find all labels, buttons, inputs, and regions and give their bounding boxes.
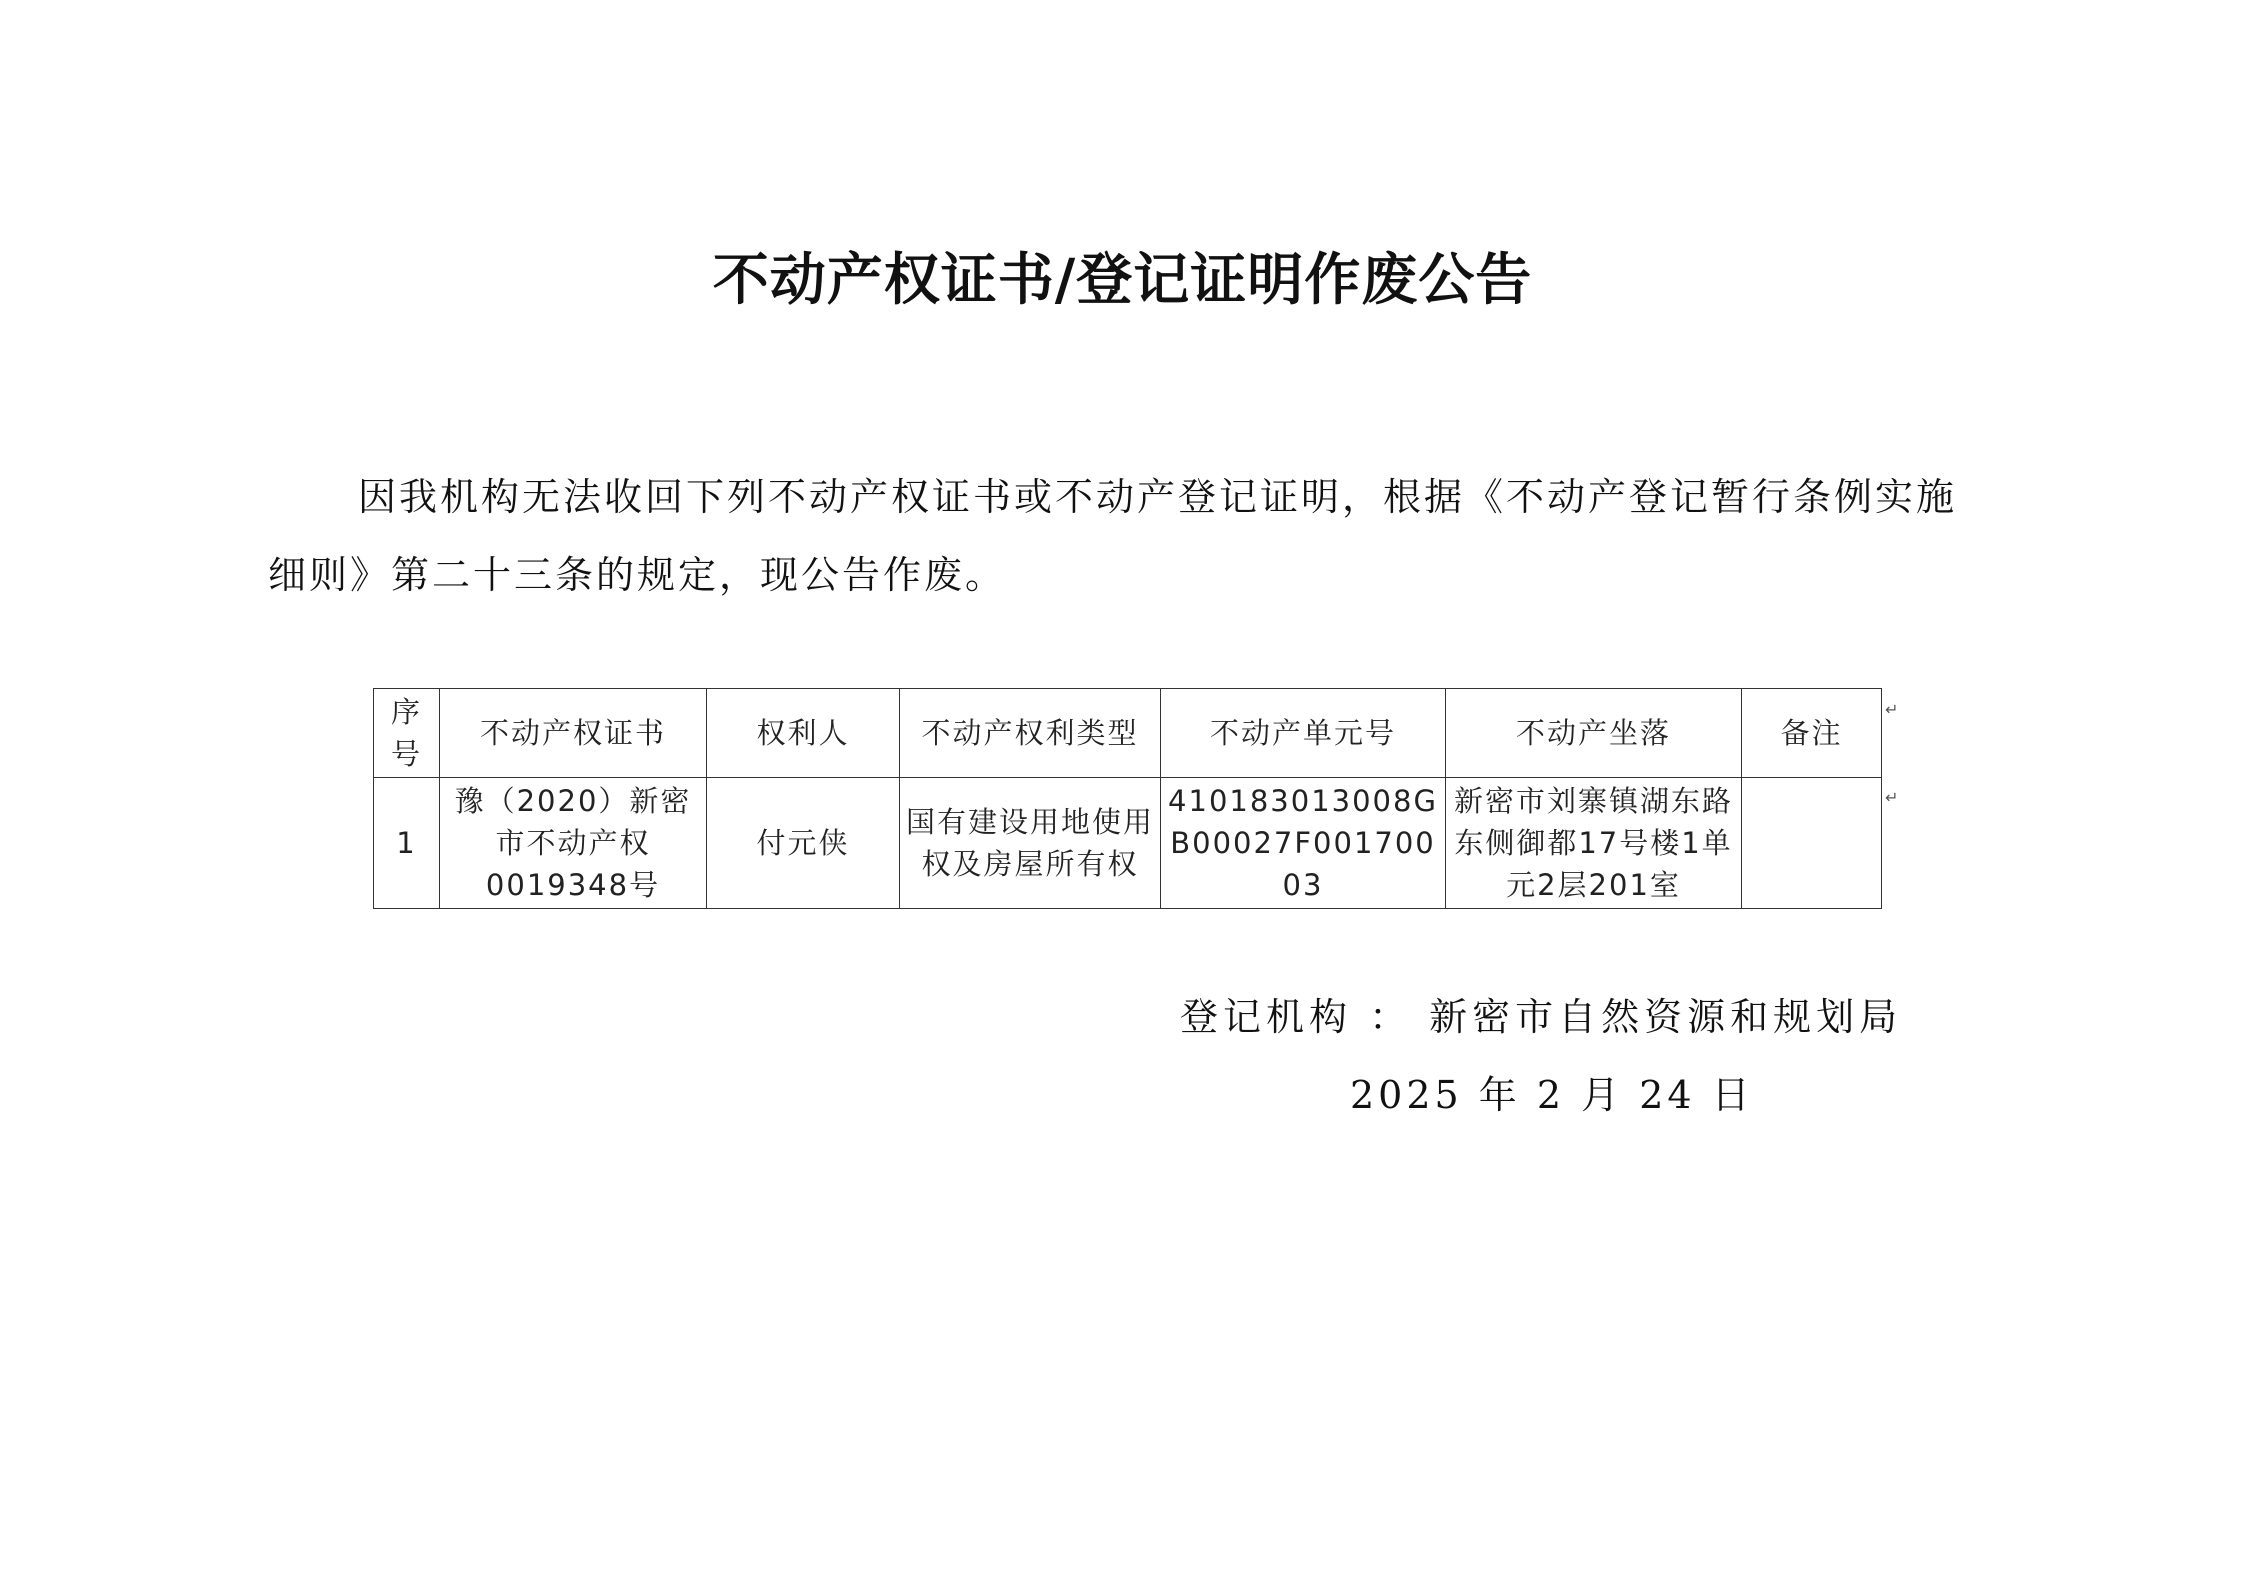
notice-paragraph: 因我机构无法收回下列不动产权证书或不动产登记证明，根据《不动产登记暂行条例实施细则》第二十三条的规定，现公告作废。 <box>268 475 1958 597</box>
header-remark: 备注 <box>1742 689 1882 778</box>
header-location: 不动产坐落 <box>1446 689 1742 778</box>
notice-table <box>373 688 1882 909</box>
issuing-authority: 登记机构 ： 新密市自然资源和规划局 <box>1180 995 1903 1039</box>
header-owner: 权利人 <box>707 689 900 778</box>
paragraph-mark-icon: ↵ <box>1885 788 1899 807</box>
header-certificate: 不动产权证书 <box>440 689 707 778</box>
cell-unit-number: 410183013008GB00027F00170003 <box>1161 778 1446 909</box>
cell-certificate: 豫（2020）新密市不动产权0019348号 <box>440 778 707 909</box>
cell-remark <box>1742 778 1882 909</box>
cell-right-type: 国有建设用地使用权及房屋所有权 <box>900 778 1161 909</box>
issue-date: 2025 年 2 月 24 日 <box>1350 1073 1754 1117</box>
header-right-type: 不动产权利类型 <box>900 689 1161 778</box>
header-index: 序号 <box>374 689 440 778</box>
cell-owner: 付元侠 <box>707 778 900 909</box>
cell-index: 1 <box>374 778 440 909</box>
table-row <box>374 778 1882 909</box>
paragraph-mark-icon: ↵ <box>1885 700 1899 719</box>
header-unit-number: 不动产单元号 <box>1161 689 1446 778</box>
cell-location: 新密市刘寨镇湖东路东侧御都17号楼1单元2层201室 <box>1446 778 1742 909</box>
table-header-row <box>374 689 1882 778</box>
notice-title: 不动产权证书/登记证明作废公告 <box>712 247 1533 313</box>
